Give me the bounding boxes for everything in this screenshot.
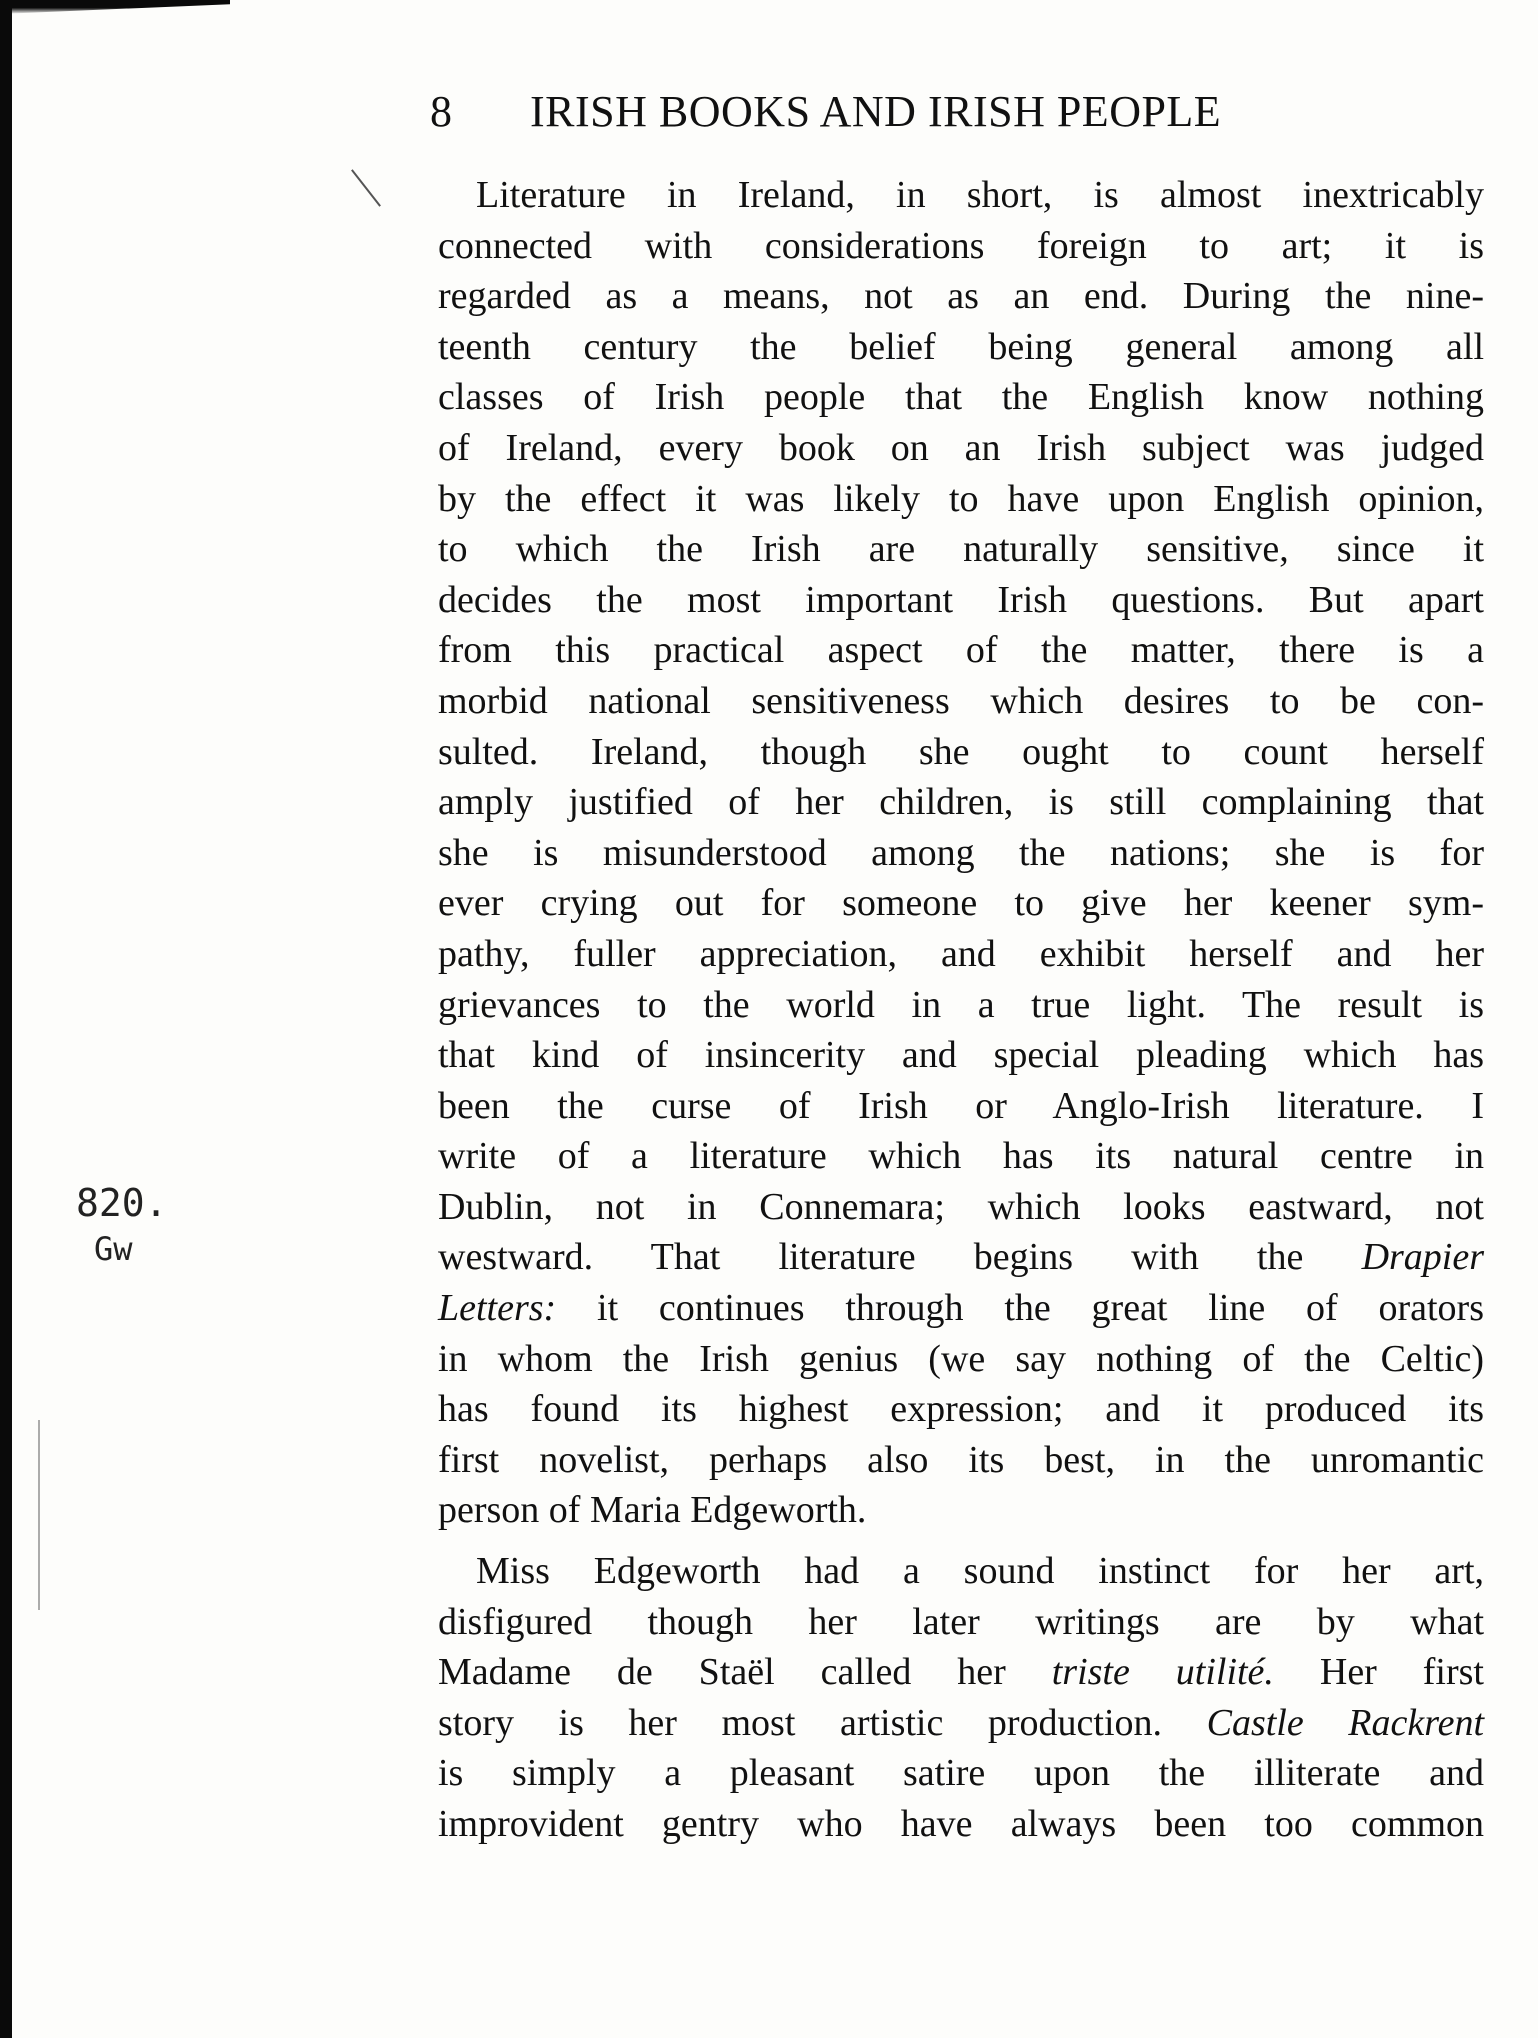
body-text: [438, 170, 1484, 1850]
text-segment: westward. That literature begins with the: [438, 1236, 1304, 1279]
text-line: improvident gentry who have always been too common: [438, 1803, 1484, 1845]
text-line: by the effect it was likely to have upon English opinion,: [438, 477, 1484, 520]
text-line: connected with considerations foreign to art; it is: [438, 224, 1484, 267]
text-line: decides the most important Irish questions. But apart: [438, 578, 1484, 621]
text-line: of Ireland, every book on an Irish subject was judged: [438, 426, 1484, 469]
text-segment: Her first: [1319, 1651, 1484, 1694]
scan-edge-bar: [0, 0, 12, 2038]
paragraph-break: [438, 1536, 1484, 1546]
text-line: Miss Edgeworth had a sound instinct for her art,: [476, 1550, 1484, 1593]
text-line: person of Maria Edgeworth.: [438, 1489, 867, 1532]
text-line: Dublin, not in Connemara; which looks eastward, not: [438, 1185, 1484, 1228]
text-line: classes of Irish people that the English know nothing: [438, 376, 1484, 419]
scan-edge-tick: [0, 0, 230, 14]
text-line: grievances to the world in a true light. The result is: [438, 983, 1484, 1026]
margin-annotation-number: 820.: [76, 1181, 168, 1225]
text-line: is simply a pleasant satire upon the illiterate and: [438, 1752, 1484, 1795]
text-line: teenth century the belief being general among all: [438, 325, 1484, 368]
text-line: [438, 1232, 1484, 1283]
page-number: 8: [430, 87, 453, 136]
text-line: she is misunderstood among the nations; she is for: [438, 831, 1484, 874]
text-line: been the curse of Irish or Anglo-Irish literature. I: [438, 1084, 1484, 1127]
running-title: IRISH BOOKS AND IRISH PEOPLE: [530, 87, 1222, 136]
running-head: [430, 86, 1350, 146]
text-segment: it continues through the great line of orators: [597, 1287, 1484, 1330]
italic-title: Castle Rackrent: [1206, 1701, 1484, 1744]
italic-title: Letters:: [438, 1287, 557, 1330]
text-line: sulted. Ireland, though she ought to count herself: [438, 730, 1484, 773]
margin-annotation: [76, 1180, 168, 1272]
text-line: ever crying out for someone to give her keener sym-: [438, 882, 1484, 925]
text-line: in whom the Irish genius (we say nothing of the Celtic): [438, 1337, 1484, 1380]
text-line: Literature in Ireland, in short, is almost inextricably: [476, 174, 1484, 216]
italic-title: Drapier: [1361, 1236, 1485, 1279]
text-line: first novelist, perhaps also its best, in the unromantic: [438, 1438, 1484, 1481]
margin-annotation-code: Gw: [94, 1230, 133, 1268]
text-line: regarded as a means, not as an end. During the nine-: [438, 275, 1484, 318]
italic-phrase: triste utilité.: [1051, 1651, 1274, 1694]
text-line: [438, 1647, 1484, 1698]
text-line: [438, 1283, 1484, 1334]
text-line: pathy, fuller appreciation, and exhibit herself and her: [438, 932, 1484, 975]
text-line: has found its highest expression; and it produced its: [438, 1388, 1484, 1431]
text-segment: Madame de Staël called her: [438, 1651, 1006, 1694]
text-line: to which the Irish are naturally sensitive, since it: [438, 528, 1484, 571]
text-segment: story is her most artistic production.: [438, 1701, 1163, 1744]
text-line: morbid national sensitiveness which desires to be con-: [438, 679, 1484, 722]
text-line: disfigured though her later writings are by what: [438, 1600, 1484, 1643]
scan-artifact-line: [38, 1420, 40, 1610]
text-line: from this practical aspect of the matter, there is a: [438, 629, 1484, 672]
text-line: [438, 1698, 1484, 1749]
text-line: that kind of insincerity and special pleading which has: [438, 1034, 1484, 1077]
pencil-mark: [351, 169, 381, 206]
text-line: write of a literature which has its natural centre in: [438, 1135, 1484, 1178]
text-line: amply justified of her children, is still complaining that: [438, 781, 1484, 824]
